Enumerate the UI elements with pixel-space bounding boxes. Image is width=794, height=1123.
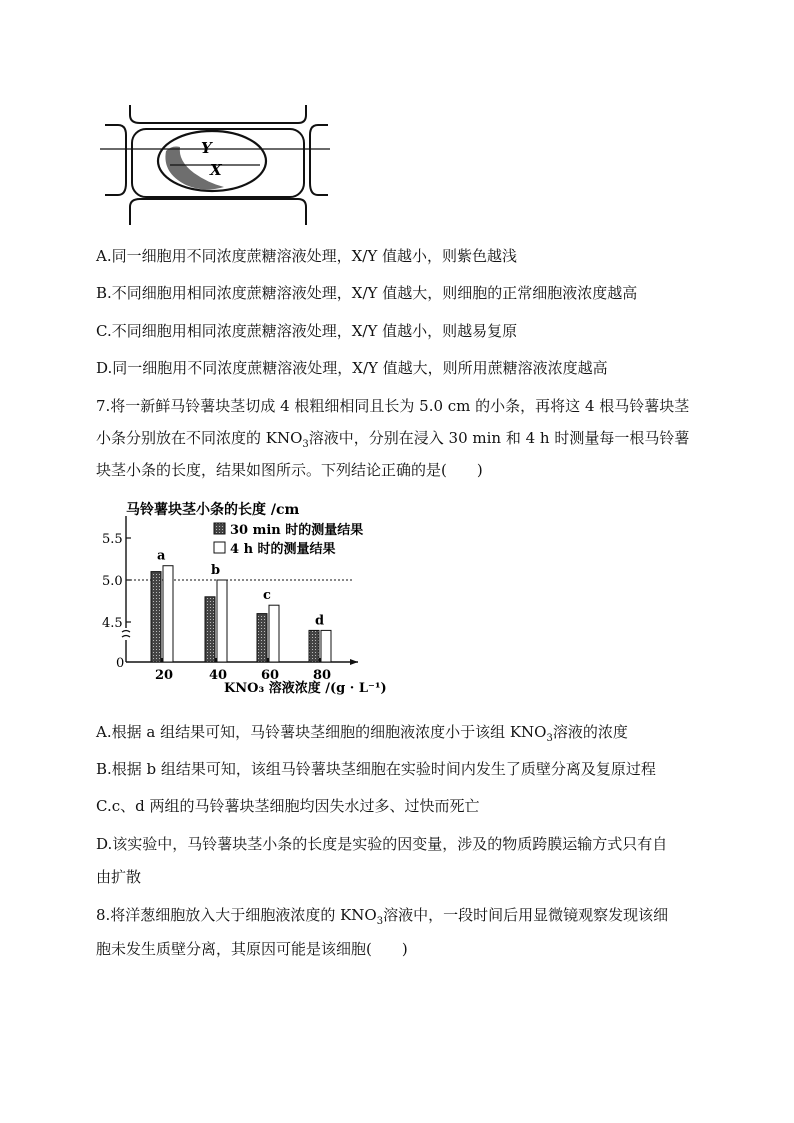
legend-swatch-30min [214, 523, 225, 534]
q7-stem-line2-post: 溶液中，分别在浸入 30 min 和 4 h 时测量每一根马铃薯 [308, 429, 690, 447]
q7-option-a-post: 溶液的浓度 [552, 723, 628, 741]
chart-bars [151, 549, 331, 662]
q7-stem-line3: 块茎小条的长度，结果如图所示。下列结论正确的是( ) [96, 461, 483, 479]
q8-stem-line1-pre: 8.将洋葱细胞放入大于细胞液浓度的 KNO [96, 906, 377, 924]
legend-label-30min: 30 min 时的测量结果 [230, 523, 364, 538]
q7-stem-line2-pre: 小条分别放在不同浓度的 KNO [96, 429, 303, 447]
q6-option-a: A.同一细胞用不同浓度蔗糖溶液处理，X/Y 值越小，则紫色越浅 [96, 247, 518, 265]
origin-label: 0 [116, 656, 125, 671]
cell-wall-left [105, 125, 126, 195]
bar-30min [257, 614, 267, 662]
q8-stem-line2: 胞未发生质壁分离，其原因可能是该细胞( ) [96, 940, 408, 958]
chart-x-axis-label: KNO₃ 溶液浓度 /(g · L⁻¹) [224, 681, 387, 696]
y-tick-label: 4.5 [102, 616, 123, 631]
cell-wall-bottom [130, 199, 306, 225]
q8-stem-line1-sub: 3 [376, 916, 384, 927]
chart-legend [214, 522, 363, 557]
bar-30min [309, 630, 319, 662]
legend-swatch-4h [214, 542, 225, 553]
q6-option-b: B.不同细胞用相同浓度蔗糖溶液处理，X/Y 值越大，则细胞的正常细胞液浓度越高 [96, 284, 638, 302]
group-label: c [263, 588, 271, 604]
q6-option-c: C.不同细胞用相同浓度蔗糖溶液处理，X/Y 值越小，则越易复原 [96, 322, 518, 340]
legend-label-4h: 4 h 时的测量结果 [230, 542, 336, 557]
bar-4h [163, 566, 173, 662]
q7-option-a-pre: A.根据 a 组结果可知，马铃薯块茎细胞的细胞液浓度小于该组 KNO [96, 723, 547, 741]
x-axis-arrow [350, 659, 358, 665]
x-tick-label: 20 [155, 668, 174, 683]
q7-option-d-line2: 由扩散 [96, 868, 142, 886]
bar-4h [217, 580, 227, 662]
axis-break-mark [122, 631, 130, 638]
bar-4h [269, 605, 279, 662]
cell-wall-right [310, 125, 328, 195]
q7-option-d-line1: D.该实验中，马铃薯块茎小条的长度是实验的因变量，涉及的物质跨膜运输方式只有自 [96, 835, 668, 853]
label-y: Y [201, 139, 212, 157]
q7-option-a [96, 721, 628, 750]
q7-option-b: B.根据 b 组结果可知，该组马铃薯块茎细胞在实验时间内发生了质壁分离及复原过程 [96, 760, 656, 778]
bar-30min [151, 572, 161, 662]
group-label: b [211, 563, 221, 578]
q7-stem-line2-sub: 3 [302, 439, 309, 450]
q7-option-c: C.c、d 两组的马铃薯块茎细胞均因失水过多、过快而死亡 [96, 797, 480, 815]
group-label: d [315, 613, 325, 629]
x-tick-label: 40 [209, 668, 228, 683]
x-tick-label: 80 [313, 668, 332, 683]
q7-option-a-sub: 3 [546, 733, 553, 744]
group-label: a [157, 548, 166, 564]
potato-length-chart [96, 496, 396, 701]
cell-diagram [100, 103, 330, 228]
q7-stem-line1: 7.将一新鲜马铃薯块茎切成 4 根粗细相同且长为 5.0 cm 的小条，再将这 4 根马铃薯块茎 [96, 397, 690, 415]
chart-title: 马铃薯块茎小条的长度 /cm [126, 502, 300, 518]
bar-4h [321, 630, 331, 662]
x-tick-label: 60 [261, 668, 280, 683]
y-tick-label: 5.0 [102, 574, 123, 589]
q8-stem-line1 [96, 904, 668, 933]
q6-option-d: D.同一细胞用不同浓度蔗糖溶液处理，X/Y 值越大，则所用蔗糖溶液浓度越高 [96, 359, 608, 377]
bar-30min [205, 597, 215, 662]
q7-stem-line2 [96, 427, 689, 456]
label-x: X [210, 161, 222, 179]
q8-stem-line1-post: 溶液中，一段时间后用显微镜观察发现该细 [383, 906, 669, 924]
y-tick-label: 5.5 [102, 532, 123, 547]
cell-wall-top [130, 105, 306, 123]
